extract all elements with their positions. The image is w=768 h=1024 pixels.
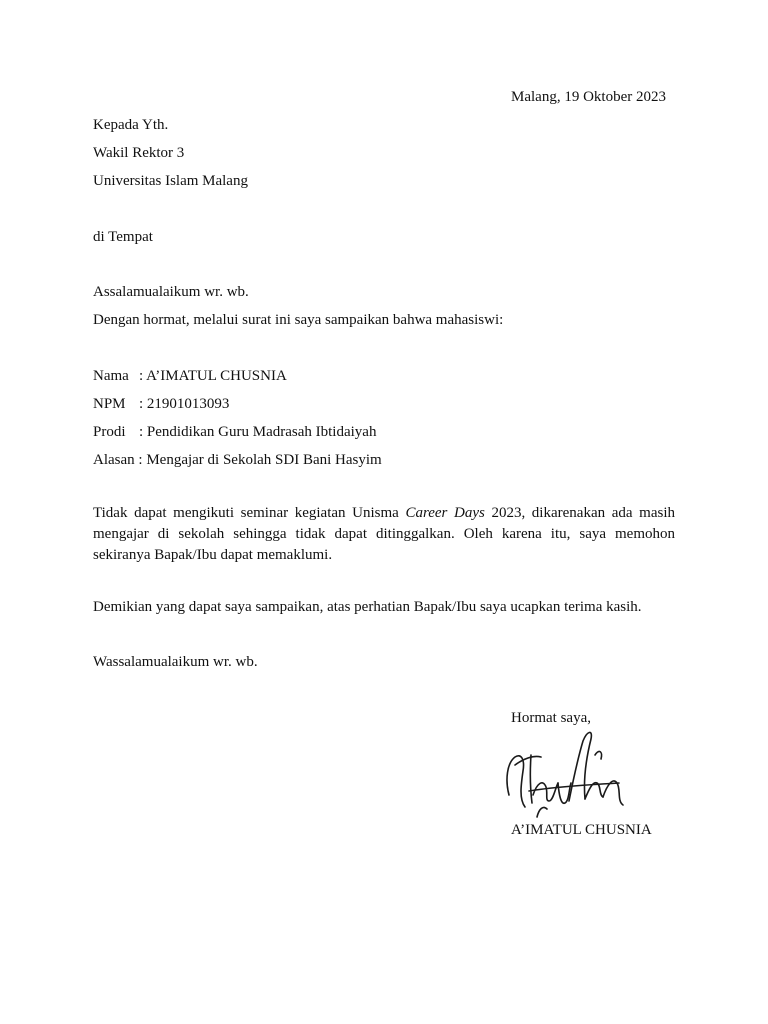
field-value-nama: : A’IMATUL CHUSNIA [139, 368, 287, 384]
field-row-nama [93, 367, 287, 385]
intro-sentence: Dengan hormat, melalui surat ini saya sampaikan bahwa mahasiswi: [93, 312, 504, 328]
recipient-line-2: Wakil Rektor 3 [93, 145, 185, 161]
field-row-alasan [93, 451, 382, 469]
recipient-line-1: Kepada Yth. [93, 117, 169, 133]
recipient-line-3: Universitas Islam Malang [93, 173, 248, 189]
field-label-alasan: Alasan [93, 452, 135, 468]
handwritten-signature [503, 725, 625, 821]
field-label-nama: Nama [93, 368, 129, 384]
field-value-prodi: : Pendidikan Guru Madrasah Ibtidaiyah [139, 424, 377, 440]
field-value-npm: : 21901013093 [139, 396, 230, 412]
farewell: Wassalamualaikum wr. wb. [93, 654, 258, 670]
body-paragraph [93, 503, 675, 566]
body-text-part-2: 2023, dikarenakan ada masih mengajar di sekolah sehingga tidak dapat ditinggalkan. Oleh karena itu, saya memohon sekiranya Bapak/Ibu dapat memaklumi. [93, 505, 675, 563]
field-row-npm [93, 395, 229, 413]
body-text-part-1: Tidak dapat mengikuti seminar kegiatan Unisma [93, 505, 406, 521]
signoff-salutation: Hormat saya, [511, 710, 591, 726]
field-label-prodi: Prodi [93, 424, 126, 440]
field-value-alasan: : Mengajar di Sekolah SDI Bani Hasyim [134, 452, 382, 468]
event-name: Career Days [405, 505, 485, 521]
signoff-name: A’IMATUL CHUSNIA [511, 822, 652, 838]
field-label-npm: NPM [93, 396, 126, 412]
recipient-line-4: di Tempat [93, 229, 153, 245]
closing-sentence: Demikian yang dapat saya sampaikan, atas perhatian Bapak/Ibu saya ucapkan terima kasih. [93, 599, 642, 615]
field-row-prodi [93, 423, 376, 441]
letter-date: Malang, 19 Oktober 2023 [511, 89, 666, 105]
greeting: Assalamualaikum wr. wb. [93, 284, 249, 300]
